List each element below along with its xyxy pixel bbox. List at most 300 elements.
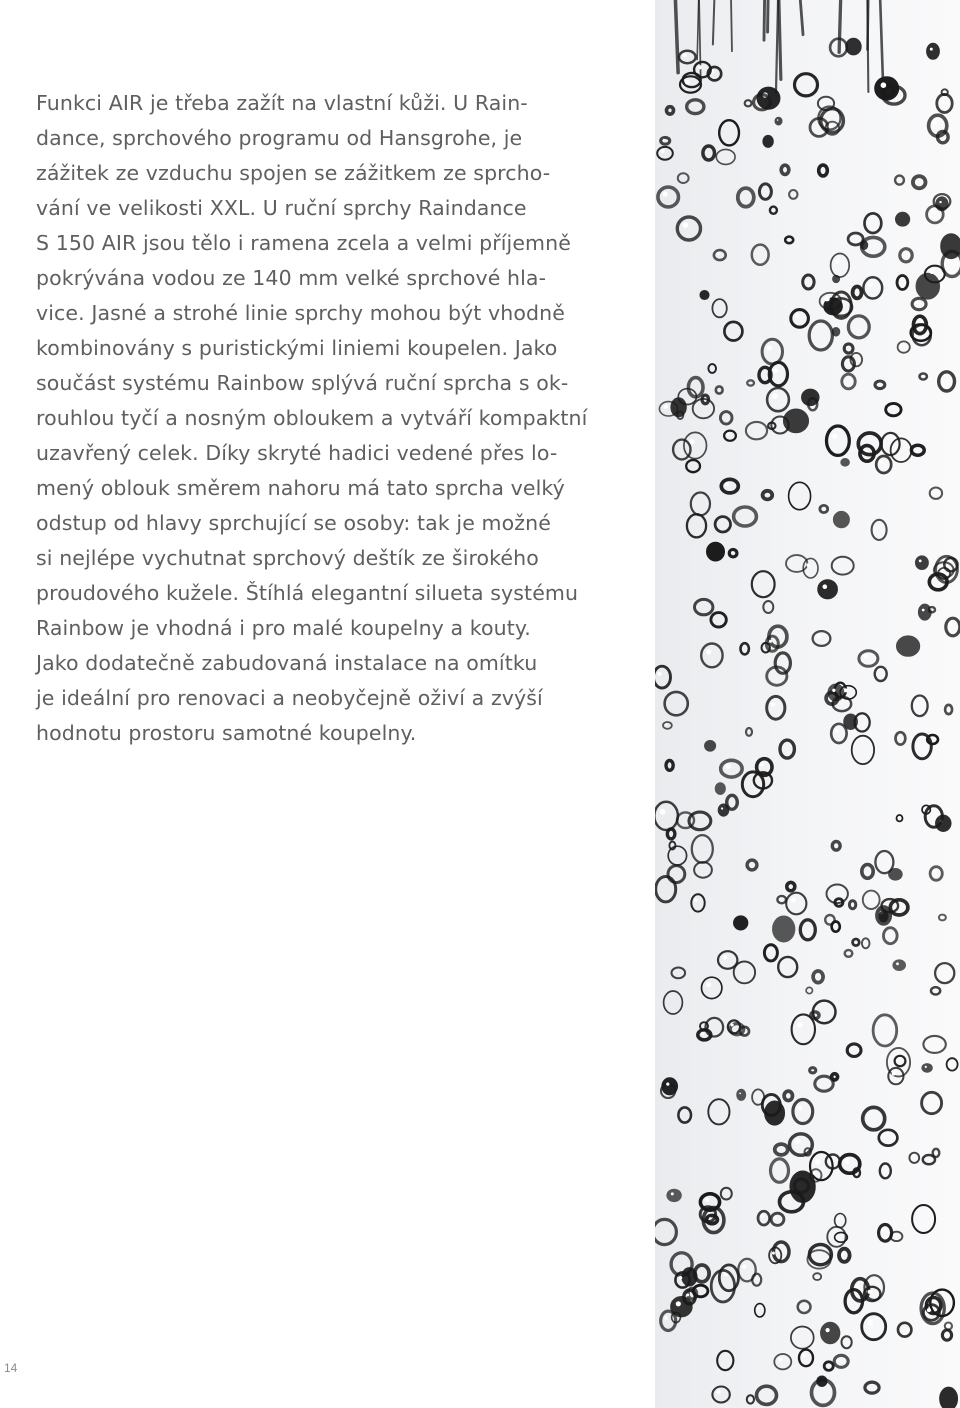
bubble-highlight <box>802 1354 805 1357</box>
bubble <box>929 607 935 612</box>
text-line: vice. Jasné a strohé linie sprchy mohou být vhodně <box>36 301 565 325</box>
bubble <box>848 316 869 338</box>
bubble <box>694 862 712 878</box>
bubble-highlight <box>701 1032 704 1035</box>
bubble <box>721 479 738 493</box>
bubble <box>673 440 690 460</box>
text-line: Funkci AIR je třeba zažít na vlastní kůži. U Rain- <box>36 91 528 115</box>
bubbles-illustration <box>655 0 960 1408</box>
text-line: součást systému Rainbow splývá ruční sprcha s ok- <box>36 371 569 395</box>
bubble-highlight <box>832 689 835 692</box>
bubble <box>755 1304 765 1317</box>
bubble <box>655 802 678 830</box>
bubble <box>923 1155 935 1164</box>
bubble <box>738 1090 745 1100</box>
bubble <box>876 456 891 473</box>
bubble <box>767 388 789 411</box>
bubble <box>708 1099 729 1124</box>
bubble-highlight <box>940 916 942 918</box>
bubble <box>716 783 725 794</box>
bubble-highlight <box>940 99 944 103</box>
water-streak <box>880 0 883 78</box>
bubble <box>712 299 726 317</box>
bubble <box>862 1314 886 1340</box>
bubble <box>787 882 795 890</box>
bubble <box>931 987 940 994</box>
bubble-highlight <box>829 125 832 128</box>
bubble <box>912 298 926 309</box>
bubble-highlight <box>864 941 866 943</box>
bubble <box>884 928 898 944</box>
bubble-highlight <box>666 1083 669 1086</box>
bubble <box>702 977 722 998</box>
bubble <box>701 291 708 298</box>
bubble <box>774 1354 791 1369</box>
bubble <box>691 493 710 516</box>
bubble <box>764 136 773 146</box>
bubble <box>872 520 887 540</box>
bubble <box>657 147 673 160</box>
text-line: zážitek ze vzduchu spojen se zážitkem ze sprcho- <box>36 161 551 185</box>
bubble <box>817 1376 826 1386</box>
bubble-highlight <box>837 1217 840 1220</box>
bubble-highlight <box>761 1215 764 1218</box>
bubble <box>663 1079 676 1094</box>
bubble <box>897 815 903 821</box>
bubble <box>942 1330 951 1340</box>
bubble <box>684 432 707 458</box>
bubble <box>655 666 671 688</box>
bubble <box>708 364 716 373</box>
bubble-highlight <box>832 434 838 440</box>
water-streak <box>675 0 678 73</box>
bubble-highlight <box>694 899 697 902</box>
bubble <box>785 237 793 244</box>
bubble-highlight <box>791 898 796 903</box>
water-streak <box>764 0 765 40</box>
bubble-highlight <box>663 139 665 141</box>
bubble <box>655 1219 676 1244</box>
bubble <box>813 631 831 646</box>
bubble <box>656 877 676 902</box>
bubble <box>678 1107 691 1122</box>
bubble-highlight <box>817 634 821 638</box>
bubble <box>937 94 952 112</box>
water-streak <box>839 0 841 52</box>
bubble <box>844 344 853 353</box>
bubble-highlight <box>797 1105 802 1110</box>
bubble <box>941 235 960 258</box>
bubble <box>935 963 954 983</box>
text-line: Rainbow je vhodná i pro malé koupelny a kouty. <box>36 616 531 640</box>
bubble-highlight <box>767 949 770 952</box>
bubble <box>672 968 686 979</box>
bubble <box>757 1386 777 1404</box>
bubble <box>687 514 706 537</box>
bubble <box>789 190 797 199</box>
text-line: rouhlou tyčí a nosným obloukem a vytváří kompaktní <box>36 406 588 430</box>
bubble-highlight <box>835 259 840 264</box>
bubble-highlight <box>657 672 661 676</box>
bubble-highlight <box>826 1328 830 1332</box>
text-line: kombinovány s puristickými liniemi koupelen. Jako <box>36 336 558 360</box>
bubble <box>813 971 823 983</box>
bubble <box>923 1064 932 1071</box>
text-line: dance, sprchového programu od Hansgrohe, je <box>36 126 523 150</box>
bubble-highlight <box>722 955 727 960</box>
water-streak <box>713 0 714 44</box>
bubble <box>911 445 924 455</box>
bubble <box>842 374 855 389</box>
bubble <box>721 760 742 777</box>
water-streak <box>779 0 781 79</box>
bubble <box>922 1092 942 1113</box>
bubble-highlight <box>868 1290 872 1294</box>
bubble <box>833 328 840 336</box>
bubble-highlight <box>777 119 779 121</box>
bubble-highlight <box>739 1093 741 1095</box>
bubble <box>832 1074 838 1080</box>
bubble <box>727 795 738 809</box>
bubble <box>825 915 834 925</box>
bubble <box>897 636 920 656</box>
bubble <box>661 137 670 144</box>
bubble <box>686 460 700 472</box>
bubble-highlight <box>698 65 702 69</box>
body-text <box>36 86 636 751</box>
bubble <box>764 945 777 961</box>
bubble-highlight <box>683 222 689 228</box>
bubble-highlight <box>922 609 925 612</box>
bubble <box>790 1134 813 1155</box>
bubble <box>707 543 724 561</box>
bubble <box>822 1323 839 1342</box>
text-line: je ideální pro renovaci a neobyčejně oživí a zvýší <box>36 686 543 710</box>
bubble <box>947 1058 958 1070</box>
bubble <box>747 860 757 870</box>
bubble-highlight <box>717 252 720 255</box>
bubble <box>897 276 908 290</box>
bubble <box>853 287 862 299</box>
bubble <box>800 920 815 940</box>
bubble <box>853 939 860 946</box>
bubble <box>946 618 960 636</box>
text-line: proudového kužele. Štíhlá elegantní silueta systému <box>36 581 579 605</box>
bubble <box>900 249 912 262</box>
bubble <box>775 118 781 125</box>
bubble-highlight <box>664 404 669 409</box>
bubble-highlight <box>679 1276 683 1280</box>
bubble <box>687 100 704 114</box>
bubble <box>845 950 853 957</box>
bubble <box>701 644 722 668</box>
bubble <box>811 1012 819 1019</box>
bubble <box>896 213 909 225</box>
bubble <box>875 851 893 873</box>
water-streak <box>776 0 778 93</box>
bubble <box>691 894 704 911</box>
bubble-highlight <box>898 816 900 818</box>
bubble-highlight <box>716 1390 720 1394</box>
bubble <box>809 321 832 350</box>
bubble <box>880 912 887 921</box>
bubble-highlight <box>841 1252 844 1255</box>
bubble <box>819 165 828 176</box>
bubble-highlight <box>844 1159 849 1164</box>
bubble-highlight <box>774 1216 777 1219</box>
bubble-highlight <box>767 345 772 350</box>
bubble <box>847 40 860 54</box>
bubble <box>703 146 715 160</box>
text-line: S 150 AIR jsou tělo i ramena zcela a velmi příjemně <box>36 231 571 255</box>
bubble-highlight <box>742 1265 746 1269</box>
bubble <box>718 951 737 969</box>
bubble-highlight <box>933 120 938 125</box>
bubble <box>780 740 794 758</box>
bubble <box>913 734 931 759</box>
bubble <box>945 1323 952 1330</box>
bubble <box>827 1227 845 1247</box>
bubble-highlight <box>949 623 952 626</box>
bubble-highlight <box>754 1277 756 1279</box>
bubble <box>834 1355 848 1367</box>
bubble <box>840 1155 860 1174</box>
text-line: vání ve velikosti XXL. U ruční sprchy Raindance <box>36 196 527 220</box>
bubble <box>692 835 713 863</box>
water-streak <box>800 0 803 35</box>
bubble <box>875 381 885 389</box>
bubble <box>664 991 683 1014</box>
bubble <box>774 917 794 940</box>
bubble <box>716 386 723 393</box>
bubble <box>716 149 735 164</box>
bubble <box>678 173 689 183</box>
bubble <box>852 736 874 764</box>
bubble-highlight <box>896 962 899 965</box>
bubble <box>791 1327 814 1349</box>
bubble <box>834 512 848 527</box>
bubble-highlight <box>731 551 733 553</box>
bubble-highlight <box>773 368 778 373</box>
bubble <box>759 184 771 199</box>
bubble <box>894 961 905 970</box>
bubble <box>789 482 811 509</box>
bubble <box>912 696 928 717</box>
bubble <box>799 1350 813 1367</box>
bubble <box>677 217 700 240</box>
bubble <box>724 431 736 441</box>
bubble <box>858 433 881 455</box>
bubble <box>719 120 739 145</box>
bubble <box>720 412 732 424</box>
bubble <box>665 692 688 715</box>
bubble <box>752 245 769 265</box>
bubble-highlight <box>815 974 817 976</box>
bubble <box>741 643 749 654</box>
text-line: mený oblouk směrem nahoru má tato sprcha velký <box>36 476 565 500</box>
bubble <box>763 601 773 613</box>
bubble <box>771 1159 789 1182</box>
water-bubbles-photo <box>655 0 960 1408</box>
page-number: 14 <box>4 1361 18 1375</box>
bubble <box>715 517 730 532</box>
bubble <box>765 1102 784 1125</box>
bubble-highlight <box>685 80 690 85</box>
text-line: uzavřený celek. Díky skryté hadici vedené přes lo- <box>36 441 558 465</box>
bubble <box>898 341 910 352</box>
bubble-highlight <box>813 1172 816 1175</box>
bubble <box>824 1362 833 1371</box>
bubble-highlight <box>925 1066 927 1068</box>
bubble-highlight <box>933 870 936 873</box>
bubble-highlight <box>881 82 887 88</box>
bubble <box>786 893 806 915</box>
bubble <box>841 459 849 466</box>
bubble-highlight <box>686 1294 689 1297</box>
bubble <box>798 1301 811 1313</box>
bubble <box>658 187 679 207</box>
bubble <box>890 870 901 879</box>
bubble-highlight <box>705 1197 710 1202</box>
bubble-highlight <box>760 763 764 767</box>
bubble <box>940 1388 957 1408</box>
bubble-highlight <box>919 560 922 563</box>
bubble <box>767 696 785 719</box>
bubble <box>806 987 812 993</box>
bubble <box>758 1211 770 1225</box>
bubble <box>781 165 789 174</box>
bubble <box>832 557 854 575</box>
bubble <box>795 74 818 96</box>
bubble-highlight <box>880 460 884 464</box>
bubble <box>819 581 837 599</box>
bubble <box>939 372 955 391</box>
bubble-highlight <box>757 1307 760 1310</box>
bubble-highlight <box>664 1316 668 1320</box>
bubble <box>810 1068 816 1073</box>
bubble <box>724 322 742 341</box>
bubble <box>747 380 754 385</box>
bubble-highlight <box>769 640 772 643</box>
bubble-highlight <box>912 1155 914 1157</box>
bubble-highlight <box>671 1192 674 1195</box>
bubble <box>803 275 814 289</box>
bubble-highlight <box>709 1217 712 1220</box>
bubble <box>842 1336 852 1348</box>
bubble-highlight <box>772 393 777 398</box>
bubble <box>930 867 942 881</box>
bubble <box>666 761 673 771</box>
bubble <box>820 505 828 512</box>
bubble <box>862 865 873 879</box>
bubble <box>829 685 843 700</box>
bubble <box>832 842 840 851</box>
water-streak <box>731 0 732 51</box>
bubble <box>863 1107 885 1129</box>
bubble <box>912 1205 935 1233</box>
bubble <box>813 1273 821 1280</box>
bubble <box>729 550 737 557</box>
bubble <box>762 339 782 364</box>
bubble <box>668 866 685 883</box>
bubble-highlight <box>892 1072 896 1076</box>
bubble-highlight <box>930 608 932 610</box>
bubble-highlight <box>929 269 934 274</box>
bubble <box>844 714 857 729</box>
bubble <box>668 1190 680 1200</box>
bubble <box>865 213 882 233</box>
bubble-highlight <box>867 1320 873 1326</box>
bubble <box>770 207 777 214</box>
text-line: hodnotu prostoru samotné koupelny. <box>36 721 417 745</box>
bubble <box>895 1056 906 1066</box>
bubble-highlight <box>779 897 781 899</box>
bubble <box>942 89 948 95</box>
bubble <box>863 277 882 298</box>
bubble <box>712 1387 729 1403</box>
bubble <box>879 1225 892 1242</box>
bubble <box>849 901 855 909</box>
water-streak <box>699 0 701 75</box>
bubble <box>939 915 946 921</box>
bubble <box>927 44 939 59</box>
bubble <box>827 426 850 455</box>
bubble-highlight <box>721 807 723 809</box>
bubble <box>747 1395 754 1403</box>
bubble <box>831 724 846 743</box>
bubble <box>746 422 767 439</box>
bubble-highlight <box>823 584 828 589</box>
bubble <box>695 599 713 614</box>
bubble <box>887 1048 910 1077</box>
bubble-highlight <box>795 314 799 318</box>
bubble <box>721 1188 732 1200</box>
bubble <box>886 403 901 415</box>
text-line: Jako dodatečně zabudovaná instalace na omítku <box>36 651 538 675</box>
bubble-highlight <box>835 729 839 733</box>
bubble <box>734 917 747 930</box>
bubble <box>875 667 887 681</box>
bubble-highlight <box>930 210 934 214</box>
bubble <box>923 1036 945 1053</box>
bubble <box>839 1249 850 1262</box>
bubble <box>775 1144 788 1155</box>
bubble-highlight <box>846 346 848 348</box>
text-line: odstup od hlavy sprchující se osoby: tak je možné <box>36 511 551 535</box>
bubble <box>896 732 906 744</box>
bubble <box>919 605 930 619</box>
bubble <box>913 176 926 188</box>
bubble <box>847 1044 861 1057</box>
bubble-highlight <box>815 1159 821 1165</box>
bubble-highlight <box>807 563 811 567</box>
bubble <box>863 891 880 909</box>
text-line: si nejlépe vychutnat sprchový deštík ze širokého <box>36 546 539 570</box>
bubble <box>711 613 726 627</box>
bubble <box>835 1214 846 1228</box>
bubble <box>717 1351 733 1370</box>
bubble-highlight <box>665 723 667 725</box>
bubble <box>705 741 715 751</box>
bubble <box>880 1164 891 1179</box>
bubble <box>677 812 694 828</box>
bubble <box>793 1100 813 1124</box>
bubble-highlight <box>927 1308 931 1312</box>
bubble-highlight <box>856 1284 860 1288</box>
bubble-highlight <box>778 1357 782 1361</box>
bubble <box>777 896 786 903</box>
bubble <box>937 198 947 209</box>
